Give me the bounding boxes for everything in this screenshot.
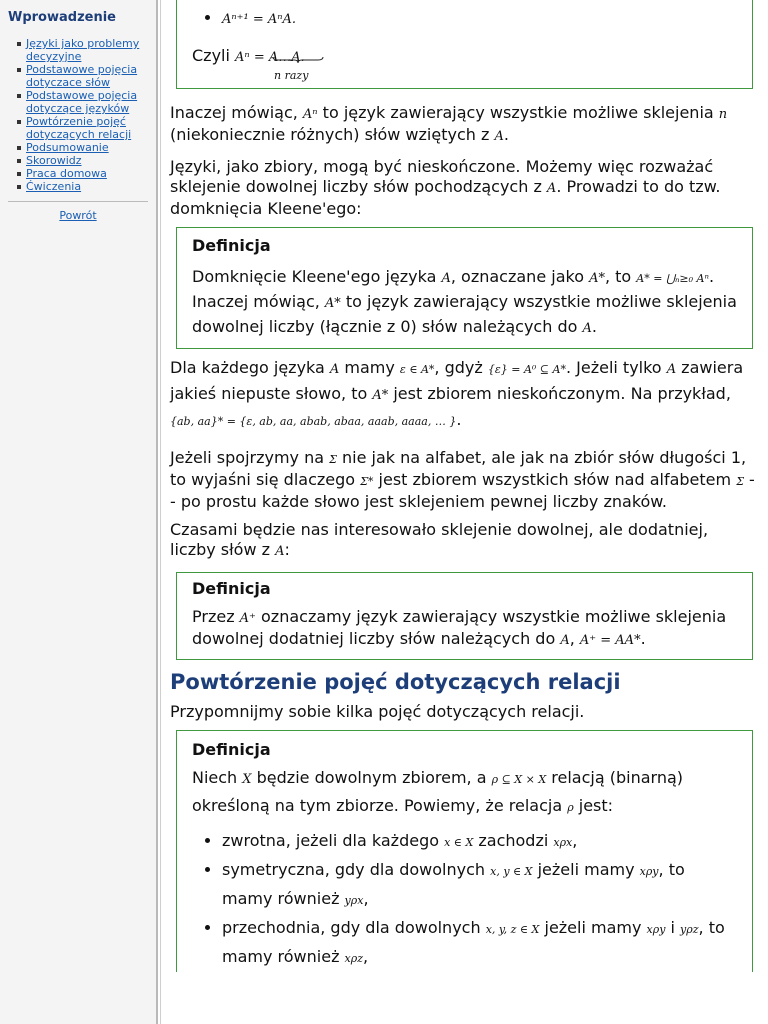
sidebar-border-inner <box>160 0 161 1024</box>
math-inline: A* <box>372 388 389 403</box>
text: Języki, jako zbiory, mogą być nieskończone. Możemy więc rozważać sklejenie dowolnej liczby słów pochodzących z <box>170 157 714 196</box>
definition-box-relations <box>176 730 753 972</box>
text: jeżeli mamy <box>539 918 647 937</box>
text: jeżeli mamy <box>532 860 640 879</box>
toc-item <box>26 154 148 167</box>
text: . <box>503 125 509 144</box>
math-inline: xρy <box>639 865 659 878</box>
toc-item <box>26 115 148 141</box>
math-inline: A <box>582 321 592 336</box>
list-item <box>222 827 737 856</box>
math-inline: A <box>329 362 340 377</box>
definition-title: Definicja <box>192 579 271 598</box>
paragraph <box>170 356 756 434</box>
math-inline: xρz <box>344 952 364 965</box>
text: , <box>572 831 578 850</box>
math-formula: Aⁿ = A…A. <box>235 50 305 65</box>
text: . <box>456 410 462 429</box>
paragraph: Przypomnijmy sobie kilka pojęć dotyczących relacji. <box>170 702 585 721</box>
math-inline: A* <box>589 271 605 286</box>
toc-item <box>26 37 148 63</box>
section-title: Powtórzenie pojęć dotyczących relacji <box>170 670 621 694</box>
formula-list <box>192 8 737 30</box>
text: oznaczamy język zawierający wszystkie możliwe sklejenia dowolnej dodatniej liczby słów należących do <box>192 607 727 648</box>
math-inline: X <box>242 772 252 787</box>
text: i <box>665 918 681 937</box>
toc-link-jezyki-problemy[interactable]: Języki jako problemy decyzyjne <box>26 37 140 63</box>
math-inline: A <box>546 181 557 196</box>
math-inline: A* <box>324 296 341 311</box>
text: jest: <box>573 796 614 815</box>
text: , to <box>604 267 637 286</box>
table-of-contents <box>8 37 148 193</box>
sidebar-border <box>156 0 158 1024</box>
math-inline: x ∈ X <box>444 836 474 849</box>
text: relacją (binarną) określoną na tym zbiorze. Powiemy, że relacja <box>192 768 683 815</box>
text: , <box>569 629 580 648</box>
underbrace-icon <box>272 56 324 64</box>
math-inline: x, y, z ∈ X <box>485 923 540 936</box>
text: Przez <box>192 607 240 626</box>
text: , <box>363 889 369 908</box>
math-inline: A <box>494 129 504 144</box>
text: Domknięcie Kleene'ego języka <box>192 267 442 286</box>
definition-title: Definicja <box>192 236 271 255</box>
relation-properties-list <box>192 827 737 972</box>
toc-item <box>26 63 148 89</box>
definition-text <box>192 765 737 821</box>
underbrace-label: n razy <box>274 69 309 82</box>
text: będzie dowolnym zbiorem, a <box>251 768 492 787</box>
text: Jeżeli spojrzymy na <box>170 448 330 467</box>
math-inline: x, y ∈ X <box>490 865 533 878</box>
text: jest zbiorem nieskończonym. Na przykład, <box>388 384 731 403</box>
text: to język zawierający wszystkie możliwe sklejenia <box>317 103 719 122</box>
czyli-label: Czyli <box>192 46 230 65</box>
paragraph <box>170 157 756 219</box>
math-inline: xρy <box>646 923 666 936</box>
definition-box-plus <box>176 572 753 660</box>
text: . <box>640 629 646 648</box>
math-inline: yρx <box>344 894 364 907</box>
text: nie jak na alfabet, ale jak na zbiór słów długości 1, to wyjaśni się dlaczego <box>170 448 747 489</box>
math-display: {ab, aa}* = {ε, ab, aa, abab, abaa, aaab, aaaa, … } <box>170 415 457 428</box>
paragraph <box>170 448 756 512</box>
math-inline: A* = ⋃ₙ≥₀ Aⁿ <box>636 272 709 285</box>
text: , to mamy również <box>222 860 685 908</box>
text: . <box>591 317 597 336</box>
math-inline: ρ <box>567 801 574 814</box>
math-inline: n <box>718 107 728 122</box>
math-formula: Aⁿ⁺¹ = AⁿA. <box>222 12 297 27</box>
text: Niech <box>192 768 243 787</box>
text: jest zbiorem wszystkich słów nad alfabetem <box>373 470 737 489</box>
back-link[interactable]: Powrót <box>59 209 97 222</box>
text: Inaczej mówiąc, <box>170 103 303 122</box>
math-inline: A⁺ <box>239 611 256 626</box>
math-inline: A <box>275 544 285 559</box>
text: , oznaczane jako <box>450 267 590 286</box>
text: : <box>284 540 290 559</box>
text: mamy <box>339 358 400 377</box>
text: zawiera jakieś niepuste słowo, to <box>170 358 744 403</box>
text: , gdyż <box>434 358 488 377</box>
math-inline: ρ ⊆ X × X <box>491 773 547 786</box>
toc-item <box>26 167 148 180</box>
math-inline: yρz <box>680 923 699 936</box>
back-container <box>8 209 148 222</box>
toc-link-pojecia-jezykow[interactable]: Podstawowe pojęcia dotyczące języków <box>26 89 138 115</box>
toc-link-cwiczenia[interactable]: Ćwiczenia <box>26 180 82 193</box>
formula-item <box>222 8 737 30</box>
text: Czasami będzie nas interesowało sklejenie dowolnej, ale dodatniej, liczby słów z <box>170 520 709 559</box>
text: Dla każdego języka <box>170 358 330 377</box>
list-item <box>222 856 737 914</box>
text: zwrotna, jeżeli dla każdego <box>222 831 445 850</box>
sidebar-title: Wprowadzenie <box>8 10 116 25</box>
toc-item <box>26 89 148 115</box>
text: . Inaczej mówiąc, <box>192 267 715 311</box>
text: , to mamy również <box>222 918 725 966</box>
text: zachodzi <box>473 831 554 850</box>
text: to język zawierający wszystkie możliwe sklejenia dowolnej liczby (łącznie z 0) słów należących do <box>192 292 737 336</box>
text: . Jeżeli tylko <box>565 358 667 377</box>
math-inline: A <box>560 633 570 648</box>
toc-item <box>26 180 148 193</box>
math-inline: ε ∈ A* <box>399 363 435 376</box>
main-content <box>170 0 756 972</box>
toc-link-skorowidz[interactable]: Skorowidz <box>26 154 82 167</box>
math-inline: A⁺ = AA* <box>579 633 641 648</box>
math-inline: xρx <box>553 836 573 849</box>
math-inline: Aⁿ <box>302 107 318 122</box>
toc-link-praca-domowa[interactable]: Praca domowa <box>26 167 107 180</box>
sidebar <box>0 0 156 1024</box>
sidebar-divider <box>8 201 148 202</box>
definition-box-top <box>176 0 753 89</box>
math-inline: Σ <box>329 453 337 466</box>
text: -- po prostu każde słowo jest sklejeniem pewnej liczby znaków. <box>170 470 755 511</box>
paragraph <box>170 103 756 147</box>
toc-link-podsumowanie[interactable]: Podsumowanie <box>26 141 109 154</box>
toc-link-pojecia-slow[interactable]: Podstawowe pojęcia dotyczace słów <box>26 63 138 89</box>
list-item <box>222 914 737 972</box>
definition-box-kleene <box>176 227 753 349</box>
math-inline: Σ* <box>360 475 374 488</box>
math-inline: {ε} = A⁰ ⊆ A* <box>487 363 566 376</box>
math-inline: Σ <box>736 475 744 488</box>
definition-title: Definicja <box>192 740 271 759</box>
toc-link-relacje[interactable]: Powtórzenie pojęć dotyczących relacji <box>26 115 132 141</box>
text: przechodnia, gdy dla dowolnych <box>222 918 486 937</box>
text: , <box>363 947 369 966</box>
math-inline: A <box>441 271 451 286</box>
toc-item <box>26 141 148 154</box>
paragraph <box>170 520 756 562</box>
text: (niekoniecznie różnych) słów wziętych z <box>170 125 495 144</box>
text: symetryczna, gdy dla dowolnych <box>222 860 491 879</box>
math-inline: A <box>666 362 677 377</box>
text: . Prowadzi to do tzw. domknięcia Kleene'ego: <box>170 177 721 218</box>
